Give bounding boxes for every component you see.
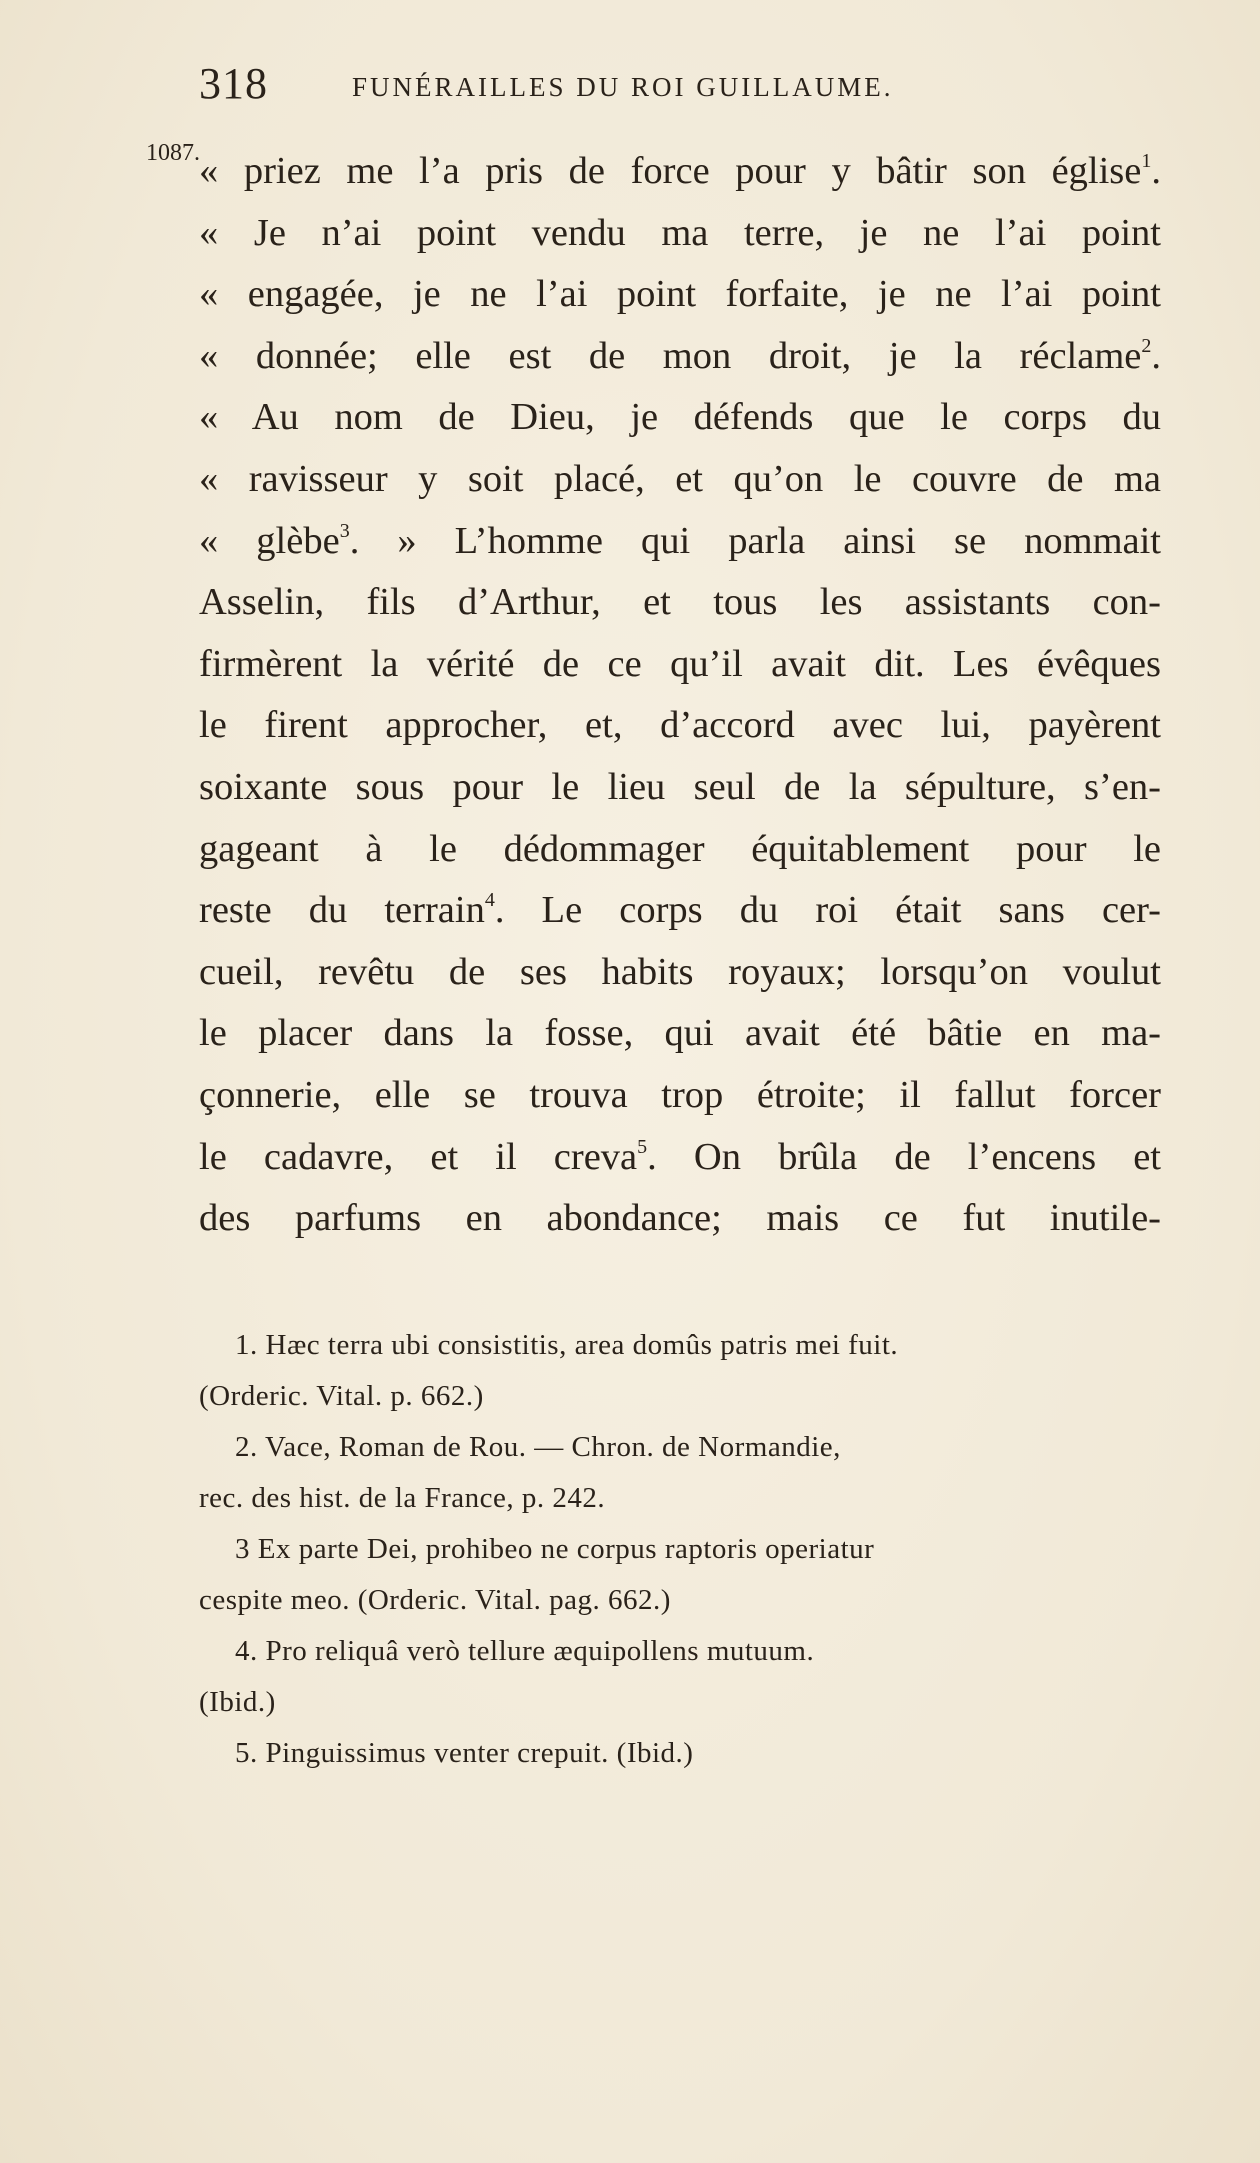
footnote-line: rec. des hist. de la France, p. 242. — [199, 1482, 606, 1514]
footnote-line: 2. Vace, Roman de Rou. — Chron. de Normandie, — [235, 1431, 841, 1463]
text-line: le cadavre, et il creva$^5$. On brûla de l’encens et — [199, 1135, 1161, 1178]
footnote-line: cespite meo. (Orderic. Vital. pag. 662.) — [199, 1584, 671, 1616]
text-line: cueil, revêtu de ses habits royaux; lorsqu’on voulut — [199, 950, 1161, 993]
page-number: 318 — [199, 59, 268, 108]
text-line: le firent approcher, et, d’accord avec lui, payèrent — [199, 704, 1161, 747]
footnote-ref: 1 — [1141, 150, 1152, 172]
text-line: des parfums en abondance; mais ce fut inutile- — [199, 1197, 1161, 1240]
text-line: « priez me l’a pris de force pour y bâtir son église$^1$. — [199, 150, 1161, 192]
text-line: « ravisseur y soit placé, et qu’on le couvre de ma — [199, 457, 1161, 500]
footnote-line: 3 Ex parte Dei, prohibeo ne corpus raptoris operiatur — [235, 1533, 875, 1565]
footnote-line: 4. Pro reliquâ verò tellure æquipollens mutuum. — [235, 1635, 815, 1667]
text-line: « Au nom de Dieu, je défends que le corps du — [199, 396, 1161, 439]
footnotes — [199, 1320, 1161, 1779]
text-line: « glèbe$^3$. » L’homme qui parla ainsi se nommait — [199, 519, 1162, 562]
running-title: FUNÉRAILLES DU ROI GUILLAUME. — [352, 72, 894, 102]
page-header — [0, 58, 1260, 118]
footnote-ref: 3 — [339, 519, 350, 542]
margin-year: 1087. — [146, 140, 200, 166]
footnote-ref: 4 — [484, 889, 495, 912]
text-line: « Je n’ai point vendu ma terre, je ne l’ai point — [199, 211, 1161, 254]
text-line: Asselin, fils d’Arthur, et tous les assistants con- — [199, 581, 1161, 624]
footnote-ref: 2 — [1141, 334, 1152, 357]
footnote-ref: 5 — [637, 1135, 648, 1158]
text-line: reste du terrain$^4$. Le corps du roi était sans cer- — [199, 889, 1161, 932]
text-line: firmèrent la vérité de ce qu’il avait dit. Les évêques — [199, 642, 1161, 685]
footnote-line: 1. Hæc terra ubi consistitis, area domûs patris mei fuit. — [235, 1329, 899, 1361]
text-line: « engagée, je ne l’ai point forfaite, je ne l’ai point — [199, 273, 1161, 316]
body-text — [199, 141, 1161, 1250]
text-line: le placer dans la fosse, qui avait été bâtie en ma- — [199, 1012, 1161, 1055]
footnote-line: (Ibid.) — [199, 1686, 276, 1718]
footnote-line: 5. Pinguissimus venter crepuit. (Ibid.) — [235, 1737, 694, 1769]
footnote-line: (Orderic. Vital. p. 662.) — [199, 1380, 484, 1412]
text-line: gageant à le dédommager équitablement pour le — [199, 827, 1161, 870]
text-line: soixante sous pour le lieu seul de la sépulture, s’en- — [199, 765, 1161, 808]
text-line: « donnée; elle est de mon droit, je la réclame$^2$. — [199, 334, 1161, 377]
text-line: çonnerie, elle se trouva trop étroite; il fallut forcer — [199, 1073, 1161, 1116]
